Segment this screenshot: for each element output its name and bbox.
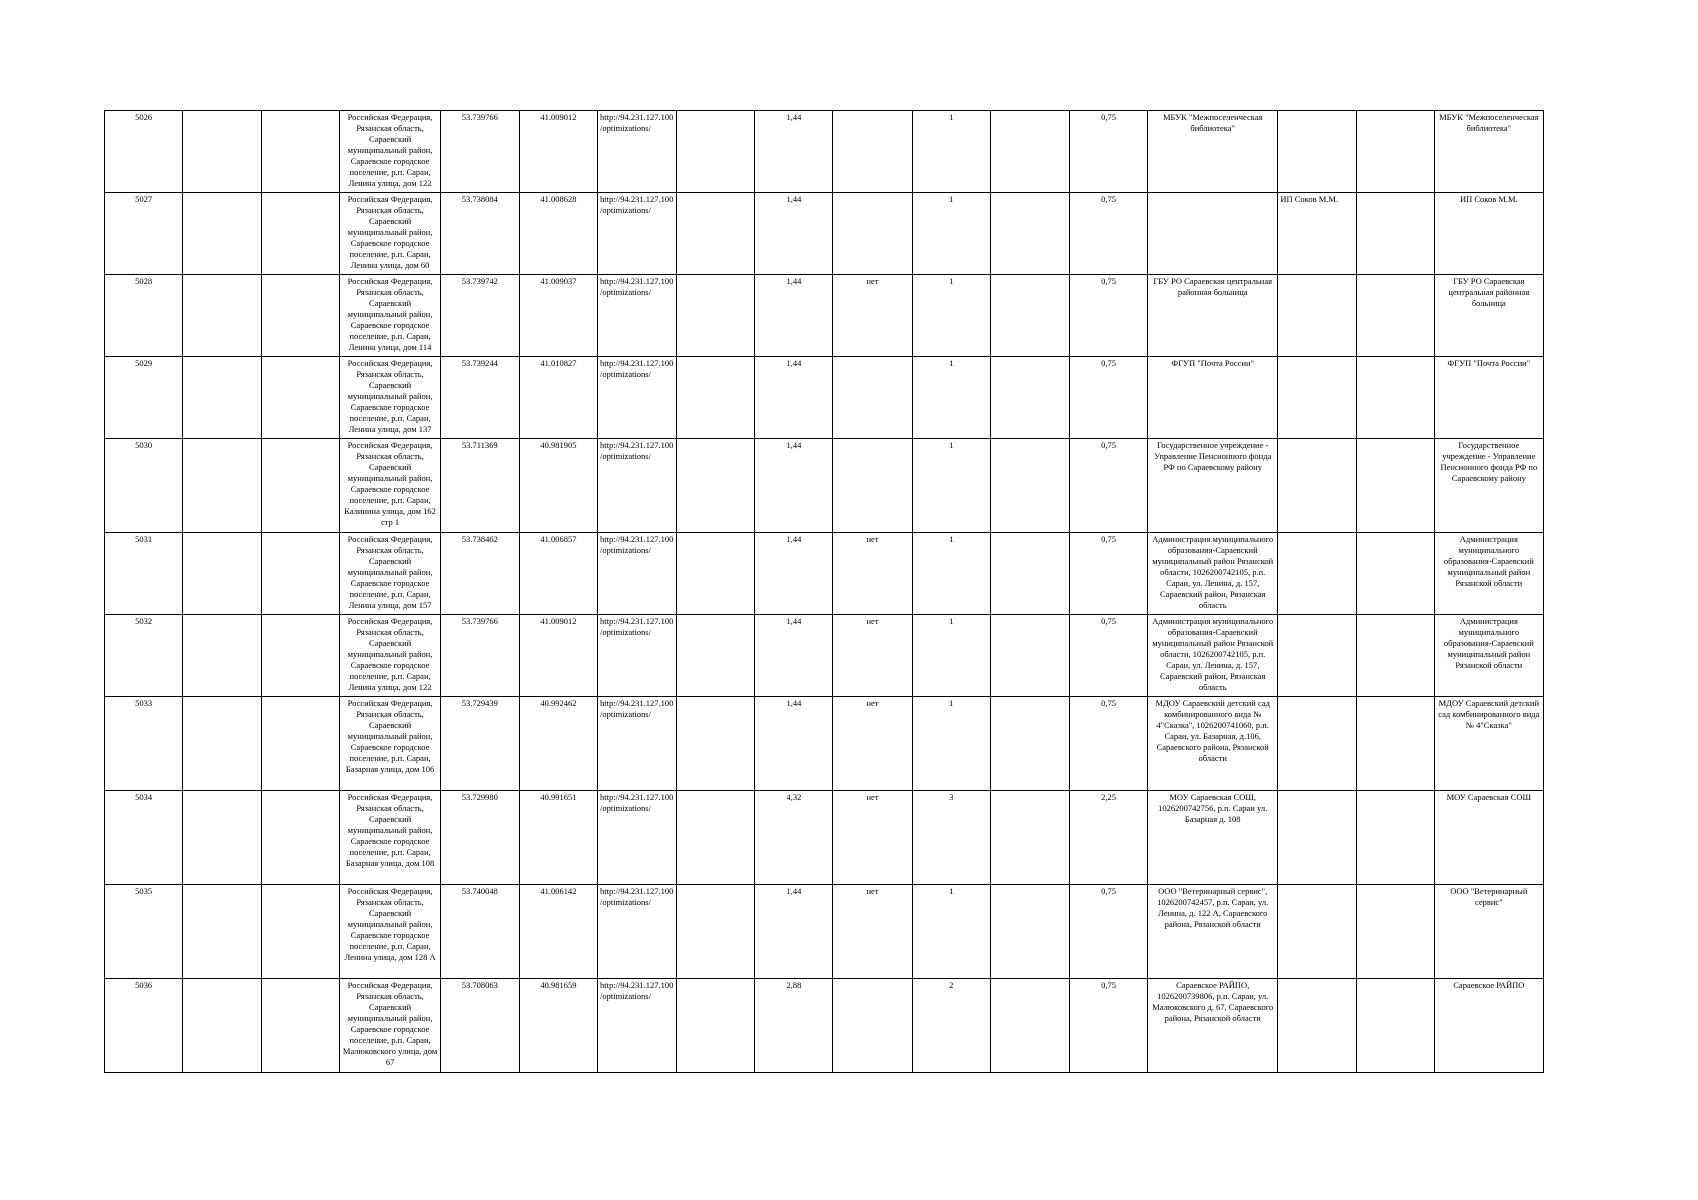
entrepreneur-cell bbox=[1278, 791, 1356, 885]
map-link-cell[interactable]: http://94.231.127.100/optimizations/ bbox=[597, 275, 676, 357]
empty-cell bbox=[262, 791, 340, 885]
covered-cell: нет bbox=[833, 697, 912, 791]
empty-cell bbox=[1356, 979, 1434, 1073]
container-count-cell: 1 bbox=[912, 193, 990, 275]
table-row bbox=[105, 193, 1544, 275]
empty-cell bbox=[1356, 615, 1434, 697]
empty-cell bbox=[677, 193, 755, 275]
latitude-cell: 53.739244 bbox=[440, 357, 519, 439]
owner-cell: МДОУ Сараевский детский сад комбинированного вида № 4"Сказка" bbox=[1434, 697, 1543, 791]
container-count-cell: 2 bbox=[912, 979, 990, 1073]
entrepreneur-cell bbox=[1278, 439, 1356, 533]
covered-cell bbox=[833, 439, 912, 533]
latitude-cell: 53.729439 bbox=[440, 697, 519, 791]
area-cell: 4,32 bbox=[755, 791, 833, 885]
empty-cell bbox=[1356, 533, 1434, 615]
empty-cell bbox=[677, 533, 755, 615]
longitude-cell: 41.009012 bbox=[519, 111, 597, 193]
table-row bbox=[105, 533, 1544, 615]
covered-cell: нет bbox=[833, 275, 912, 357]
volume-cell: 0,75 bbox=[1069, 357, 1147, 439]
address-cell: Российская Федерация, Рязанская область, Сараевский муниципальный район, Сараевское городское поселение, р.п. Сараи, Базарная улица, дом 108 bbox=[340, 791, 440, 885]
address-cell: Российская Федерация, Рязанская область, Сараевский муниципальный район, Сараевское городское поселение, р.п. Сараи, Калинина улица, дом 162 стр 1 bbox=[340, 439, 440, 533]
area-cell: 1,44 bbox=[755, 697, 833, 791]
entrepreneur-cell bbox=[1278, 885, 1356, 979]
container-count-cell: 3 bbox=[912, 791, 990, 885]
area-cell: 1,44 bbox=[755, 111, 833, 193]
area-cell: 2,88 bbox=[755, 979, 833, 1073]
table-row bbox=[105, 885, 1544, 979]
area-cell: 1,44 bbox=[755, 615, 833, 697]
empty-cell bbox=[1356, 791, 1434, 885]
volume-cell: 0,75 bbox=[1069, 275, 1147, 357]
entrepreneur-cell bbox=[1278, 615, 1356, 697]
map-link-cell[interactable]: http://94.231.127.100/optimizations/ bbox=[597, 111, 676, 193]
organization-cell: Сараевское РАЙПО, 1026200739806, р.п. Сараи, ул. Малюковского д. 67, Сараевского района, Рязанской области bbox=[1148, 979, 1278, 1073]
latitude-cell: 53.729980 bbox=[440, 791, 519, 885]
address-cell: Российская Федерация, Рязанская область, Сараевский муниципальный район, Сараевское городское поселение, р.п. Сараи, Ленина улица, дом 122 bbox=[340, 111, 440, 193]
owner-cell: ГБУ РО Сараевская центральная районная больница bbox=[1434, 275, 1543, 357]
latitude-cell: 53.711369 bbox=[440, 439, 519, 533]
longitude-cell: 40.981905 bbox=[519, 439, 597, 533]
empty-cell bbox=[1356, 885, 1434, 979]
volume-cell: 0,75 bbox=[1069, 193, 1147, 275]
row-id-cell: 5034 bbox=[105, 791, 183, 885]
owner-cell: Государственное учреждение - Управление Пенсионного фонда РФ по Сараевскому району bbox=[1434, 439, 1543, 533]
latitude-cell: 53.740048 bbox=[440, 885, 519, 979]
organization-cell: Государственное учреждение - Управление Пенсионного фонда РФ по Сараевскому району bbox=[1148, 439, 1278, 533]
empty-cell bbox=[183, 275, 262, 357]
volume-cell: 2,25 bbox=[1069, 791, 1147, 885]
empty-cell bbox=[990, 697, 1069, 791]
map-link-cell[interactable]: http://94.231.127.100/optimizations/ bbox=[597, 439, 676, 533]
covered-cell bbox=[833, 979, 912, 1073]
empty-cell bbox=[183, 439, 262, 533]
latitude-cell: 53.738084 bbox=[440, 193, 519, 275]
table-row bbox=[105, 791, 1544, 885]
organization-cell: Администрация муниципального образования-Сараевский муниципальный район Рязанской области, 1026200742105, р.п. Сараи, ул. Ленина, д. 157, Сараевский район, Рязанская область bbox=[1148, 533, 1278, 615]
organization-cell: МБУК "Межпоселенческая библиотека" bbox=[1148, 111, 1278, 193]
empty-cell bbox=[1356, 275, 1434, 357]
map-link-cell[interactable]: http://94.231.127.100/optimizations/ bbox=[597, 791, 676, 885]
area-cell: 1,44 bbox=[755, 357, 833, 439]
empty-cell bbox=[183, 697, 262, 791]
covered-cell: нет bbox=[833, 533, 912, 615]
owner-cell: Сараевское РАЙПО bbox=[1434, 979, 1543, 1073]
empty-cell bbox=[183, 357, 262, 439]
longitude-cell: 40.981659 bbox=[519, 979, 597, 1073]
container-count-cell: 1 bbox=[912, 439, 990, 533]
empty-cell bbox=[990, 615, 1069, 697]
map-link-cell[interactable]: http://94.231.127.100/optimizations/ bbox=[597, 193, 676, 275]
volume-cell: 0,75 bbox=[1069, 615, 1147, 697]
empty-cell bbox=[677, 791, 755, 885]
empty-cell bbox=[1356, 357, 1434, 439]
container-count-cell: 1 bbox=[912, 275, 990, 357]
table-row bbox=[105, 439, 1544, 533]
covered-cell: нет bbox=[833, 791, 912, 885]
empty-cell bbox=[183, 615, 262, 697]
row-id-cell: 5032 bbox=[105, 615, 183, 697]
volume-cell: 0,75 bbox=[1069, 979, 1147, 1073]
latitude-cell: 53.739742 bbox=[440, 275, 519, 357]
latitude-cell: 53.739766 bbox=[440, 615, 519, 697]
empty-cell bbox=[183, 791, 262, 885]
entrepreneur-cell bbox=[1278, 533, 1356, 615]
row-id-cell: 5029 bbox=[105, 357, 183, 439]
empty-cell bbox=[262, 533, 340, 615]
empty-cell bbox=[677, 615, 755, 697]
empty-cell bbox=[990, 885, 1069, 979]
empty-cell bbox=[990, 979, 1069, 1073]
container-count-cell: 1 bbox=[912, 885, 990, 979]
owner-cell: МБУК "Межпоселенческая библиотека" bbox=[1434, 111, 1543, 193]
area-cell: 1,44 bbox=[755, 533, 833, 615]
owner-cell: МОУ Сараевская СОШ bbox=[1434, 791, 1543, 885]
address-cell: Российская Федерация, Рязанская область, Сараевский муниципальный район, Сараевское городское поселение, р.п. Сараи, Ленина улица, дом 122 bbox=[340, 615, 440, 697]
row-id-cell: 5030 bbox=[105, 439, 183, 533]
address-cell: Российская Федерация, Рязанская область, Сараевский муниципальный район, Сараевское городское поселение, р.п. Сараи, Базарная улица, дом 106 bbox=[340, 697, 440, 791]
address-cell: Российская Федерация, Рязанская область, Сараевский муниципальный район, Сараевское городское поселение, р.п. Сараи, Малюковского улица, дом 67 bbox=[340, 979, 440, 1073]
empty-cell bbox=[677, 979, 755, 1073]
row-id-cell: 5036 bbox=[105, 979, 183, 1073]
organization-cell: ФГУП "Почта России" bbox=[1148, 357, 1278, 439]
container-count-cell: 1 bbox=[912, 111, 990, 193]
empty-cell bbox=[262, 275, 340, 357]
owner-cell: Администрация муниципального образования-Сараевский муниципальный район Рязанской области bbox=[1434, 533, 1543, 615]
longitude-cell: 41.009012 bbox=[519, 615, 597, 697]
area-cell: 1,44 bbox=[755, 193, 833, 275]
row-id-cell: 5031 bbox=[105, 533, 183, 615]
table-row bbox=[105, 111, 1544, 193]
organization-cell: МДОУ Сараевский детский сад комбинированного вида № 4"Сказка", 1026200741060, р.п. Сараи, ул. Базарная, д.106, Сараевского района, Рязанской области bbox=[1148, 697, 1278, 791]
empty-cell bbox=[262, 697, 340, 791]
empty-cell bbox=[677, 885, 755, 979]
map-link-cell[interactable]: http://94.231.127.100/optimizations/ bbox=[597, 697, 676, 791]
longitude-cell: 41.006857 bbox=[519, 533, 597, 615]
longitude-cell: 41.006142 bbox=[519, 885, 597, 979]
row-id-cell: 5033 bbox=[105, 697, 183, 791]
registry-table bbox=[104, 110, 1544, 1073]
entrepreneur-cell: ИП Соков М.М. bbox=[1278, 193, 1356, 275]
latitude-cell: 53.738462 bbox=[440, 533, 519, 615]
empty-cell bbox=[262, 193, 340, 275]
organization-cell bbox=[1148, 193, 1278, 275]
row-id-cell: 5035 bbox=[105, 885, 183, 979]
empty-cell bbox=[262, 357, 340, 439]
entrepreneur-cell bbox=[1278, 697, 1356, 791]
empty-cell bbox=[262, 979, 340, 1073]
address-cell: Российская Федерация, Рязанская область, Сараевский муниципальный район, Сараевское городское поселение, р.п. Сараи, Ленина улица, дом 137 bbox=[340, 357, 440, 439]
empty-cell bbox=[262, 111, 340, 193]
organization-cell: Администрация муниципального образования-Сараевский муниципальный район Рязанской области, 1026200742105, р.п. Сараи, ул. Ленина, д. 157, Сараевский район, Рязанская область bbox=[1148, 615, 1278, 697]
table-row bbox=[105, 615, 1544, 697]
row-id-cell: 5027 bbox=[105, 193, 183, 275]
address-cell: Российская Федерация, Рязанская область, Сараевский муниципальный район, Сараевское городское поселение, р.п. Сараи, Ленина улица, дом 128 А bbox=[340, 885, 440, 979]
address-cell: Российская Федерация, Рязанская область, Сараевский муниципальный район, Сараевское городское поселение, р.п. Сараи, Ленина улица, дом 60 bbox=[340, 193, 440, 275]
area-cell: 1,44 bbox=[755, 275, 833, 357]
latitude-cell: 53.739766 bbox=[440, 111, 519, 193]
empty-cell bbox=[677, 439, 755, 533]
longitude-cell: 40.991651 bbox=[519, 791, 597, 885]
row-id-cell: 5028 bbox=[105, 275, 183, 357]
volume-cell: 0,75 bbox=[1069, 439, 1147, 533]
table-body bbox=[105, 111, 1544, 1073]
area-cell: 1,44 bbox=[755, 439, 833, 533]
empty-cell bbox=[677, 357, 755, 439]
covered-cell: нет bbox=[833, 615, 912, 697]
table-row bbox=[105, 979, 1544, 1073]
owner-cell: Администрация муниципального образования-Сараевский муниципальный район Рязанской области bbox=[1434, 615, 1543, 697]
entrepreneur-cell bbox=[1278, 111, 1356, 193]
covered-cell bbox=[833, 357, 912, 439]
empty-cell bbox=[1356, 439, 1434, 533]
empty-cell bbox=[183, 979, 262, 1073]
volume-cell: 0,75 bbox=[1069, 885, 1147, 979]
row-id-cell: 5026 bbox=[105, 111, 183, 193]
empty-cell bbox=[262, 439, 340, 533]
latitude-cell: 53.708063 bbox=[440, 979, 519, 1073]
empty-cell bbox=[262, 885, 340, 979]
map-link-cell[interactable]: http://94.231.127.100/optimizations/ bbox=[597, 979, 676, 1073]
table-row bbox=[105, 275, 1544, 357]
empty-cell bbox=[990, 791, 1069, 885]
organization-cell: ООО "Ветеринарный сервис", 1026200742457, р.п. Сараи, ул. Ленина, д. 122 А, Сараевского района, Рязанской области bbox=[1148, 885, 1278, 979]
longitude-cell: 40.992462 bbox=[519, 697, 597, 791]
map-link-cell[interactable]: http://94.231.127.100/optimizations/ bbox=[597, 533, 676, 615]
empty-cell bbox=[183, 533, 262, 615]
empty-cell bbox=[677, 275, 755, 357]
address-cell: Российская Федерация, Рязанская область, Сараевский муниципальный район, Сараевское городское поселение, р.п. Сараи, Ленина улица, дом 114 bbox=[340, 275, 440, 357]
map-link-cell[interactable]: http://94.231.127.100/optimizations/ bbox=[597, 615, 676, 697]
longitude-cell: 41.008628 bbox=[519, 193, 597, 275]
empty-cell bbox=[1356, 111, 1434, 193]
empty-cell bbox=[990, 275, 1069, 357]
table-row bbox=[105, 357, 1544, 439]
volume-cell: 0,75 bbox=[1069, 111, 1147, 193]
area-cell: 1,44 bbox=[755, 885, 833, 979]
empty-cell bbox=[990, 439, 1069, 533]
entrepreneur-cell bbox=[1278, 357, 1356, 439]
empty-cell bbox=[990, 193, 1069, 275]
container-count-cell: 1 bbox=[912, 357, 990, 439]
entrepreneur-cell bbox=[1278, 275, 1356, 357]
map-link-cell[interactable]: http://94.231.127.100/optimizations/ bbox=[597, 357, 676, 439]
container-count-cell: 1 bbox=[912, 533, 990, 615]
empty-cell bbox=[262, 615, 340, 697]
longitude-cell: 41.009037 bbox=[519, 275, 597, 357]
empty-cell bbox=[990, 357, 1069, 439]
empty-cell bbox=[990, 533, 1069, 615]
volume-cell: 0,75 bbox=[1069, 697, 1147, 791]
owner-cell: ООО "Ветеринарный сервис" bbox=[1434, 885, 1543, 979]
empty-cell bbox=[183, 111, 262, 193]
empty-cell bbox=[183, 193, 262, 275]
address-cell: Российская Федерация, Рязанская область, Сараевский муниципальный район, Сараевское городское поселение, р.п. Сараи, Ленина улица, дом 157 bbox=[340, 533, 440, 615]
organization-cell: МОУ Сараевская СОШ, 1026200742756, р.п. Сараи ул. Базарная д. 108 bbox=[1148, 791, 1278, 885]
longitude-cell: 41.010827 bbox=[519, 357, 597, 439]
empty-cell bbox=[1356, 193, 1434, 275]
container-count-cell: 1 bbox=[912, 697, 990, 791]
owner-cell: ФГУП "Почта России" bbox=[1434, 357, 1543, 439]
map-link-cell[interactable]: http://94.231.127.100/optimizations/ bbox=[597, 885, 676, 979]
volume-cell: 0,75 bbox=[1069, 533, 1147, 615]
empty-cell bbox=[677, 697, 755, 791]
covered-cell: нет bbox=[833, 885, 912, 979]
container-count-cell: 1 bbox=[912, 615, 990, 697]
owner-cell: ИП Соков М.М. bbox=[1434, 193, 1543, 275]
entrepreneur-cell bbox=[1278, 979, 1356, 1073]
covered-cell bbox=[833, 111, 912, 193]
empty-cell bbox=[183, 885, 262, 979]
table-row bbox=[105, 697, 1544, 791]
empty-cell bbox=[990, 111, 1069, 193]
empty-cell bbox=[1356, 697, 1434, 791]
organization-cell: ГБУ РО Сараевская центральная районная больница bbox=[1148, 275, 1278, 357]
empty-cell bbox=[677, 111, 755, 193]
covered-cell bbox=[833, 193, 912, 275]
